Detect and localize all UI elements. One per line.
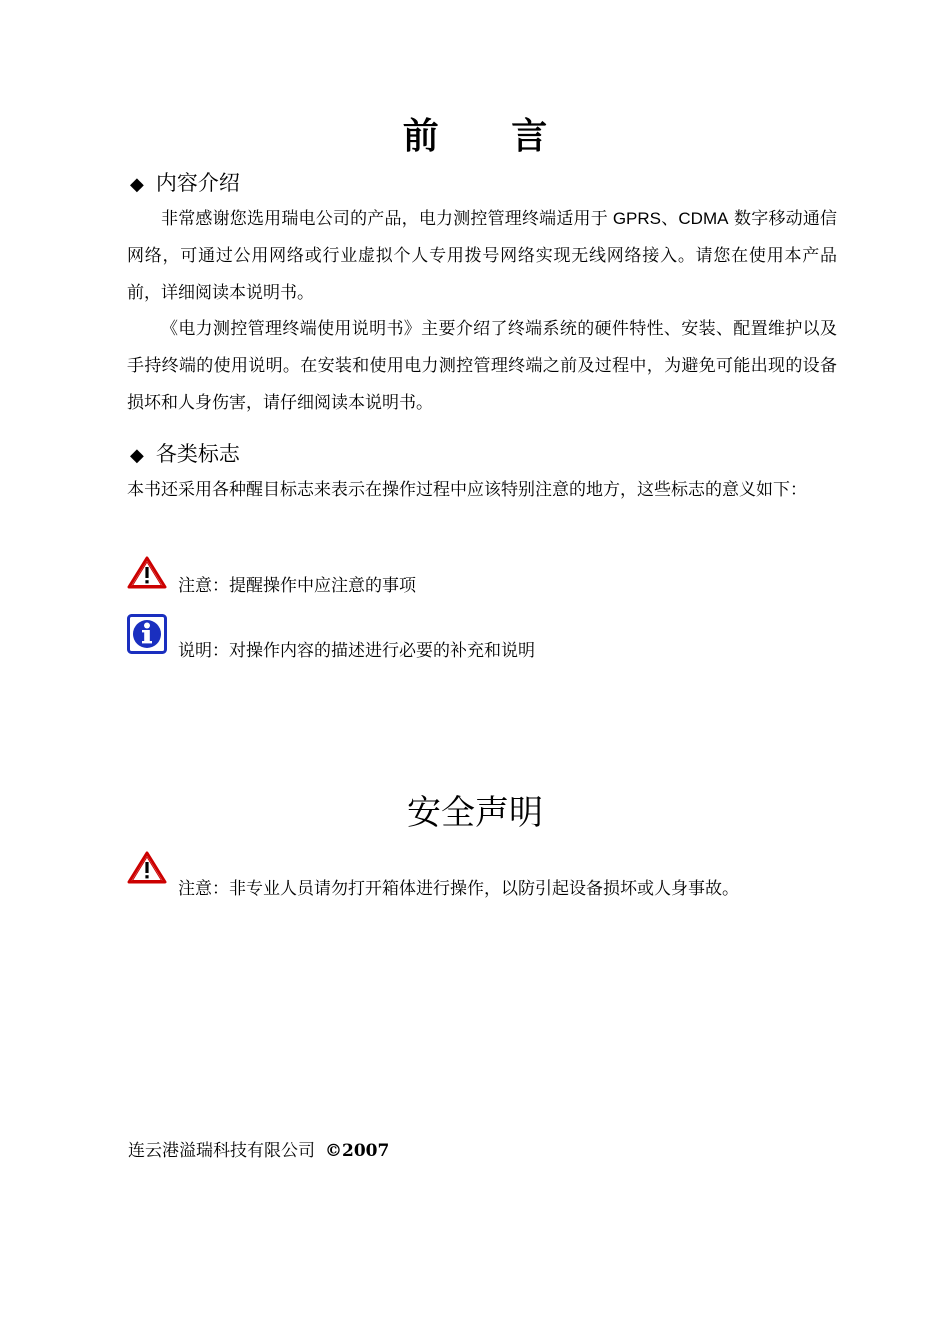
- safety-warning-text: 注意：非专业人员请勿打开箱体进行操作，以防引起设备损坏或人身事故。: [178, 879, 739, 899]
- intro-heading-text: 内容介绍: [155, 171, 240, 195]
- info-sign-label: 说明：对操作内容的描述进行必要的补充和说明: [178, 641, 535, 661]
- intro-heading: [130, 167, 240, 197]
- intro-paragraph-1: [127, 200, 837, 312]
- intro-p1-text-b: 、: [661, 209, 679, 229]
- intro-p1-cdma: CDMA: [678, 209, 729, 228]
- intro-p1-gprs: GPRS: [607, 209, 662, 228]
- signs-heading: [130, 438, 240, 468]
- intro-p1-text-a: 非常感谢您选用瑞电公司的产品，电力测控管理终端适用于: [161, 209, 608, 229]
- intro-p1-text-c: 数字移动通信网络，可通过公用网络或行业虚拟个人专用拨号网络实现无线网络接入。请您在使用本产品前，详细阅读本说明书。: [127, 209, 838, 303]
- info-icon: [127, 614, 167, 654]
- footer-company: 连云港溢瑞科技有限公司: [128, 1141, 315, 1161]
- diamond-bullet-icon: ◆: [130, 174, 144, 195]
- intro-paragraph-2: 《电力测控管理终端使用说明书》主要介绍了终端系统的硬件特性、安装、配置维护以及手持终端的使用说明。在安装和使用电力测控管理终端之前及过程中，为避免可能出现的设备损坏和人身伤害，请仔细阅读本说明书。: [127, 319, 837, 413]
- signs-heading-text: 各类标志: [155, 442, 240, 466]
- preface-title: 前 言: [402, 115, 578, 157]
- warning-triangle-icon: [127, 556, 167, 590]
- warning-triangle-icon: [127, 851, 167, 885]
- warning-sign-label: 注意：提醒操作中应注意的事项: [178, 576, 416, 596]
- diamond-bullet-icon: ◆: [130, 445, 144, 466]
- footer: [128, 1136, 389, 1161]
- signs-paragraph: 本书还采用各种醒目标志来表示在操作过程中应该特别注意的地方，这些标志的意义如下：: [127, 480, 807, 500]
- safety-title: 安全声明: [407, 793, 543, 833]
- footer-copyright: ©2007: [325, 1141, 390, 1161]
